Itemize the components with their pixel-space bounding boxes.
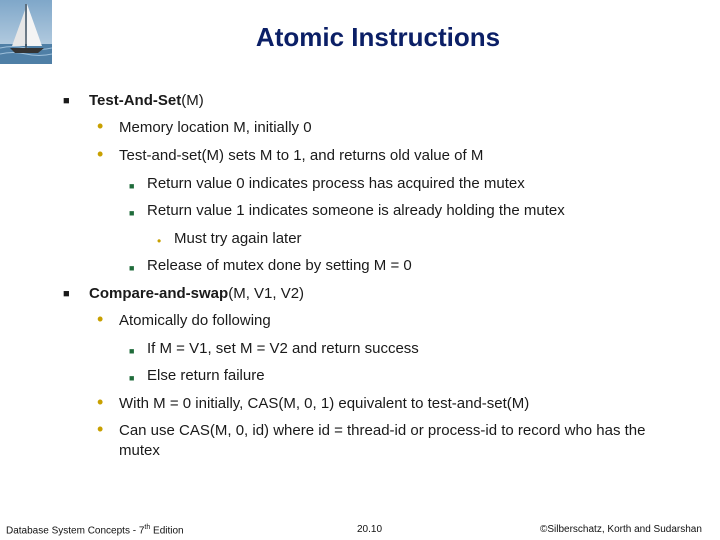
footer-book-title bbox=[6, 524, 184, 536]
bullet-test-and-set bbox=[63, 91, 204, 111]
square-bullet-icon: ■ bbox=[129, 373, 135, 383]
text-tas-sets: Test-and-set(M) sets M to 1, and returns old value of M bbox=[119, 147, 484, 164]
slide-title: Atomic Instructions bbox=[255, 22, 501, 52]
text-else: Else return failure bbox=[147, 367, 265, 384]
square-bullet-icon: ■ bbox=[129, 181, 135, 191]
square-bullet-icon: ■ bbox=[129, 208, 135, 218]
bullet-memory-location bbox=[97, 116, 312, 138]
text-retry: Must try again later bbox=[174, 230, 302, 247]
footer-book-sup: th bbox=[144, 524, 151, 531]
args-test-and-set: (M) bbox=[181, 92, 204, 109]
bullet-else bbox=[129, 366, 265, 386]
dot-bullet-icon: • bbox=[97, 309, 104, 329]
bullet-if-equal bbox=[129, 339, 419, 359]
dot-bullet-icon: • bbox=[97, 144, 104, 164]
dot-bullet-icon: • bbox=[97, 392, 104, 412]
square-bullet-icon: ■ bbox=[129, 263, 135, 273]
bullet-retry bbox=[157, 229, 302, 249]
bullet-return-1 bbox=[129, 201, 565, 221]
term-test-and-set: Test-And-Set bbox=[89, 92, 182, 109]
bullet-release bbox=[129, 256, 412, 276]
footer-copyright: ©Silberschatz, Korth and Sudarshan bbox=[540, 524, 702, 535]
text-release: Release of mutex done by setting M = 0 bbox=[147, 257, 412, 274]
text-can-use: Can use CAS(M, 0, id) where id = thread-id or process-id to record who has the mutex bbox=[119, 422, 646, 459]
text-return-0: Return value 0 indicates process has acquired the mutex bbox=[147, 175, 525, 192]
dot-bullet-icon: • bbox=[97, 419, 104, 439]
text-memory-location: Memory location M, initially 0 bbox=[119, 119, 312, 136]
bullet-with-m bbox=[97, 392, 530, 414]
args-compare-and-swap: (M, V1, V2) bbox=[228, 285, 305, 302]
square-bullet-icon: ■ bbox=[129, 346, 135, 356]
dot-bullet-icon: • bbox=[97, 116, 104, 136]
term-compare-and-swap: Compare-and-swap bbox=[89, 285, 229, 302]
text-atomically: Atomically do following bbox=[119, 312, 271, 329]
square-bullet-icon: ■ bbox=[63, 288, 70, 300]
bullet-return-0 bbox=[129, 174, 525, 194]
bullet-compare-and-swap bbox=[63, 284, 305, 304]
text-return-1: Return value 1 indicates someone is already holding the mutex bbox=[147, 202, 565, 219]
bullet-atomically bbox=[97, 309, 271, 331]
bullet-tas-sets bbox=[97, 144, 484, 166]
text-if-equal: If M = V1, set M = V2 and return success bbox=[147, 340, 419, 357]
dot-bullet-icon: • bbox=[157, 234, 162, 248]
footer-slide-number: 20.10 bbox=[357, 524, 383, 535]
footer-book-suffix: Edition bbox=[150, 525, 184, 537]
bullet-can-use bbox=[97, 419, 664, 461]
text-with-m: With M = 0 initially, CAS(M, 0, 1) equivalent to test-and-set(M) bbox=[119, 395, 530, 412]
footer-book-prefix: Database System Concepts - 7 bbox=[6, 525, 145, 537]
square-bullet-icon: ■ bbox=[63, 95, 70, 107]
